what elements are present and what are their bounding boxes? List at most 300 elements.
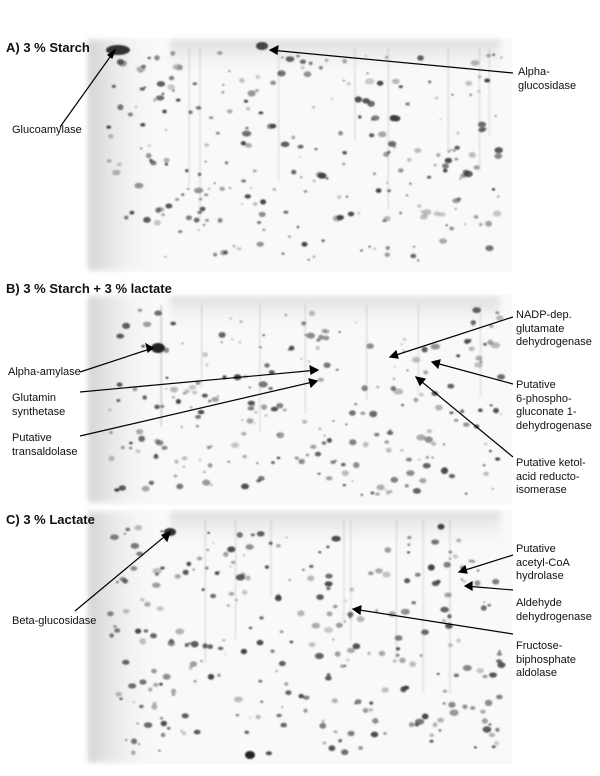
gel-spot (215, 571, 220, 575)
gel-spot (406, 458, 412, 462)
gel-spot (241, 141, 246, 145)
gel-spot (175, 629, 184, 635)
gel-spot (141, 345, 144, 348)
gel-spot (277, 434, 279, 436)
gel-spot (492, 745, 496, 748)
gel-spot (309, 62, 313, 65)
gel-spot (345, 424, 347, 426)
gel-spot (422, 209, 431, 215)
gel-spot (291, 136, 295, 140)
gel-spot (349, 410, 356, 415)
gel-spot (377, 484, 385, 490)
gel-spot (379, 651, 386, 656)
gel-spot (152, 583, 160, 588)
gel-spot (124, 216, 129, 220)
gel-spot (343, 484, 346, 486)
gel-spot (154, 55, 159, 60)
gel-spot (191, 641, 199, 647)
gel-spot (182, 732, 187, 736)
gel-spot (178, 230, 182, 233)
gel-spot (407, 543, 410, 546)
gel-spot (312, 623, 321, 629)
gel-streak (448, 48, 450, 150)
gel-spot (309, 311, 315, 316)
gel-spot (147, 57, 151, 59)
gel-spot (151, 669, 157, 674)
gel-spot (373, 172, 376, 175)
gel-spot (131, 543, 140, 549)
gel-spot (159, 683, 163, 686)
gel-spot (241, 179, 246, 182)
gel-spot (112, 85, 116, 88)
gel-spot (463, 170, 470, 176)
gel-spot (241, 203, 244, 205)
label-glucoamylase: Glucoamylase (12, 124, 82, 136)
gel-spot (295, 457, 299, 460)
gel-spot (196, 425, 199, 427)
gel-spot (288, 579, 291, 581)
gel-spot (456, 354, 460, 357)
gel-spot (413, 398, 418, 402)
gel-spot (144, 602, 151, 607)
gel-spot (497, 652, 502, 656)
gel-spot (403, 338, 407, 341)
gel-spot (383, 732, 387, 735)
gel-spot (167, 727, 171, 730)
label-beta-glucosidase: Beta-glucosidase (12, 615, 97, 627)
gel-spot (483, 675, 488, 678)
gel-spot (140, 87, 145, 90)
gel-spot (280, 630, 284, 633)
gel-spot (139, 705, 144, 709)
gel-spot (281, 252, 284, 255)
gel-spot (470, 706, 475, 710)
gel-spot (428, 564, 435, 570)
gel-spot (489, 672, 497, 677)
gel-spot (492, 579, 499, 585)
gel-spot (240, 573, 245, 577)
gel-spot (157, 81, 165, 87)
gel-spot (469, 94, 472, 96)
gel-spot (129, 447, 132, 449)
gel-spot (497, 662, 505, 668)
gel-spot (286, 56, 295, 62)
gel-spot (222, 84, 224, 86)
gel-spot (204, 143, 209, 147)
gel-spot (148, 688, 152, 692)
gel-spot (475, 356, 482, 361)
gel-spot (316, 594, 324, 600)
gel-spot (281, 57, 283, 59)
gel-spot (453, 150, 455, 152)
gel-spot (136, 66, 145, 72)
gel-streak (305, 305, 307, 413)
gel-spot (483, 726, 492, 732)
gel-spot (140, 148, 142, 150)
gel-spot (370, 492, 374, 495)
gel-spot (413, 246, 416, 248)
gel-spot (331, 536, 340, 542)
gel-spot (195, 415, 201, 419)
gel-spot (357, 616, 365, 622)
gel-spot (157, 606, 164, 611)
gel-spot (208, 463, 213, 468)
label-alpha-amylase: Alpha-amylase (8, 366, 81, 378)
gel-spot (307, 576, 314, 582)
gel-spot (342, 163, 345, 165)
gel-spot (495, 728, 499, 732)
gel-spot (332, 639, 334, 641)
gel-spot (204, 194, 208, 197)
gel-spot (304, 71, 312, 77)
gel-streak (343, 520, 345, 623)
gel-spot (386, 246, 390, 250)
gel-spot (387, 431, 393, 435)
gel-spot (315, 653, 324, 659)
gel-spot (211, 397, 219, 402)
gel-spot (333, 605, 338, 609)
gel-spot (216, 132, 220, 135)
gel-spot (358, 115, 361, 118)
gel-spot (142, 486, 150, 492)
gel-spot (491, 488, 494, 490)
gel-streak (270, 520, 272, 596)
gel-spot (342, 59, 347, 64)
gel-spot (471, 60, 480, 66)
gel-spot (347, 82, 351, 85)
gel-spot (119, 698, 122, 700)
gel-spot (220, 250, 226, 255)
gel-spot (493, 211, 501, 217)
gel-spot (423, 463, 431, 468)
gel-spot (241, 419, 244, 421)
gel-spot (220, 187, 225, 191)
gel-spot (286, 537, 288, 539)
gel-spot (360, 250, 363, 252)
gel-spot (338, 131, 343, 136)
gel-spot (449, 412, 453, 415)
label-putative-ketol-acid: Putative ketol- acid reducto- isomerase (516, 457, 586, 496)
gel-spot (399, 212, 402, 215)
label-putative-acetyl-coa-hydrolase: Putative acetyl-CoA hydrolase (516, 543, 570, 582)
gel-spot (416, 434, 425, 440)
gel-spot (393, 389, 403, 395)
gel-spot (129, 211, 134, 215)
gel-spot (175, 574, 181, 579)
gel-spot (455, 208, 457, 210)
gel-spot (471, 560, 476, 563)
gel-spot (114, 628, 120, 633)
gel-spot (437, 718, 444, 723)
gel-spot (138, 743, 141, 745)
gel-spot (175, 198, 179, 201)
gel-spot (420, 211, 422, 213)
gel-spot (160, 717, 163, 720)
gel-spot (434, 211, 441, 216)
gel-spot (284, 682, 288, 686)
gel-spot (165, 163, 168, 166)
gel-spot (182, 456, 188, 460)
gel-spot (390, 115, 398, 121)
gel-spot (130, 566, 137, 571)
gel-spot (256, 462, 258, 464)
gel-spot (270, 124, 276, 129)
gel-spot (227, 461, 230, 463)
gel-spot (260, 701, 263, 703)
gel-spot (342, 80, 345, 82)
gel-spot (257, 242, 264, 247)
gel-spot (245, 194, 251, 198)
gel-streak (259, 305, 261, 433)
gel-spot (155, 454, 158, 457)
gel-spot (400, 343, 403, 345)
gel-spot (138, 309, 142, 312)
gel-spot (217, 51, 222, 55)
gel-spot (108, 456, 114, 462)
gel-spot (463, 422, 470, 426)
gel-spot (460, 409, 464, 413)
gel-spot (499, 650, 501, 652)
gel-spot (170, 387, 178, 393)
gel-spot (456, 639, 460, 643)
gel-spot (392, 79, 400, 84)
gel-spot (135, 106, 138, 108)
gel-panel-b (88, 295, 512, 505)
gel-streak (201, 305, 203, 389)
gel-spot (336, 369, 339, 371)
gel-spot (221, 341, 223, 343)
gel-spot (174, 475, 178, 477)
gel-spot (341, 749, 348, 755)
gel-spot (417, 259, 420, 261)
gel-spot (300, 60, 306, 64)
gel-streak (278, 48, 280, 180)
gel-spot (106, 126, 111, 129)
gel-spot (340, 665, 344, 668)
gel-spot (313, 180, 316, 182)
gel-spot (108, 134, 114, 138)
gel-spot (427, 176, 431, 179)
gel-spot (420, 654, 423, 657)
gel-spot (193, 680, 196, 683)
gel-streak (449, 520, 451, 694)
gel-spot (164, 348, 170, 353)
gel-spot (298, 145, 304, 149)
gel-spot (122, 323, 130, 329)
gel-spot (439, 238, 447, 243)
gel-spot (184, 389, 190, 393)
gel-spot (259, 212, 266, 217)
gel-spot (202, 480, 210, 486)
gel-spot (431, 344, 441, 350)
gel-spot (474, 580, 480, 586)
gel-spot (233, 245, 236, 248)
gel-spot (464, 223, 466, 225)
gel-spot (144, 722, 152, 728)
gel-spot (474, 746, 477, 748)
gel-spot (279, 661, 286, 666)
gel-spot (245, 127, 249, 129)
gel-spot (326, 587, 330, 590)
gel-spot (334, 730, 338, 733)
gel-spot (371, 115, 379, 120)
gel-spot (410, 254, 416, 259)
gel-spot (332, 698, 338, 703)
gel-spot (166, 377, 169, 380)
gel-spot (167, 84, 175, 90)
gel-spot (283, 211, 288, 214)
gel-spot (484, 443, 487, 446)
gel-spot (451, 94, 453, 96)
gel-spot (461, 579, 463, 581)
gel-spot (324, 435, 326, 437)
gel-spot (490, 404, 493, 406)
gel-spot (223, 552, 228, 557)
gel-spot (495, 311, 499, 314)
gel-spot (454, 419, 458, 422)
gel-spot (426, 429, 432, 433)
gel-spot (326, 476, 333, 480)
gel-spot (249, 627, 253, 630)
gel-spot (112, 170, 120, 176)
gel-spot (194, 218, 200, 223)
gel-spot (319, 723, 326, 729)
gel-spot (325, 574, 332, 579)
gel-spot (122, 660, 129, 665)
gel-spot (487, 340, 493, 345)
gel-spot (218, 218, 223, 223)
gel-spot (186, 562, 191, 566)
gel-spot (373, 248, 377, 250)
gel-spot (208, 674, 214, 680)
gel-spot (107, 159, 112, 162)
label-alpha-glucosidase: Alpha- glucosidase (518, 66, 577, 92)
gel-spot (493, 408, 499, 413)
gel-spot (206, 549, 209, 551)
gel-spot (275, 595, 282, 601)
gel-spot (242, 455, 247, 459)
gel-spot (459, 178, 461, 180)
gel-spot (284, 314, 287, 317)
gel-spot (428, 80, 431, 83)
gel-streak (199, 48, 201, 221)
gel-spot (385, 489, 387, 491)
gel-spot (299, 156, 301, 158)
gel-spot (477, 668, 484, 673)
gel-spot (157, 207, 164, 211)
gel-spot (155, 573, 159, 576)
gel-spot (255, 75, 260, 79)
gel-spot (355, 322, 357, 324)
gel-spot (497, 195, 500, 197)
gel-spot (464, 339, 470, 344)
gel-spot (376, 188, 382, 193)
gel-spot (337, 215, 344, 220)
gel-spot (271, 407, 278, 412)
gel-spot (205, 161, 207, 163)
gel-spot (494, 115, 497, 117)
gel-spot (446, 224, 448, 226)
gel-spot (123, 609, 130, 614)
gel-spot (472, 307, 480, 313)
gel-spot (378, 131, 386, 137)
gel-spot (205, 364, 208, 367)
gel-spot (323, 336, 329, 341)
gel-spot (393, 378, 395, 380)
gel-spot (454, 158, 458, 161)
gel-spot (225, 161, 228, 164)
gel-spot (176, 399, 181, 404)
gel-spot (386, 448, 392, 453)
gel-spot (310, 445, 316, 449)
gel-spot (229, 187, 232, 189)
gel-spot (177, 65, 183, 71)
gel-spot (406, 470, 414, 476)
gel-spot (128, 113, 133, 117)
gel-spot (203, 471, 205, 473)
label-aldehyde-dehydrogenase: Aldehyde dehydrogenase (516, 597, 592, 623)
gel-spot (298, 694, 304, 698)
gel-spot (154, 439, 160, 444)
gel-spot (219, 332, 226, 338)
gel-spot (474, 215, 479, 219)
gel-spot (474, 362, 483, 368)
gel-spot (212, 542, 214, 544)
gel-spot (422, 347, 428, 353)
gel-spot (271, 649, 275, 653)
gel-spot (260, 199, 266, 204)
gel-spot (385, 253, 390, 258)
gel-spot (257, 640, 264, 645)
gel-spot (442, 619, 446, 622)
gel-spot (404, 578, 410, 583)
gel-streak (354, 48, 356, 141)
gel-spot (200, 660, 202, 662)
gel-spot (268, 387, 272, 390)
gel-spot (349, 439, 356, 445)
gel-spot (440, 607, 449, 613)
gel-spot (135, 629, 141, 634)
gel-spot (357, 212, 360, 214)
gel-spot (443, 690, 447, 693)
gel-spot (375, 610, 378, 612)
gel-spot (318, 551, 321, 553)
gel-spot (276, 403, 283, 408)
gel-spot (437, 673, 440, 675)
gel-spot (183, 466, 185, 468)
gel-spot (291, 170, 296, 175)
gel-spot (180, 730, 182, 732)
gel-spot (172, 693, 176, 695)
gel-spot (327, 438, 332, 443)
gel-spot (227, 546, 235, 552)
gel-spot (209, 116, 213, 119)
gel-spot (369, 701, 373, 704)
gel-spot (248, 401, 255, 406)
gel-spot (241, 432, 246, 436)
gel-spot (181, 426, 183, 428)
gel-spot (483, 343, 487, 346)
gel-spot (381, 687, 388, 693)
gel-spot (312, 106, 315, 108)
gel-spot (485, 221, 492, 227)
gel-spot (255, 89, 259, 92)
gel-spot (415, 573, 421, 577)
gel-spot (160, 530, 163, 532)
gel-spot (210, 484, 213, 486)
gel-spot (125, 528, 130, 532)
gel-spot (375, 568, 383, 573)
